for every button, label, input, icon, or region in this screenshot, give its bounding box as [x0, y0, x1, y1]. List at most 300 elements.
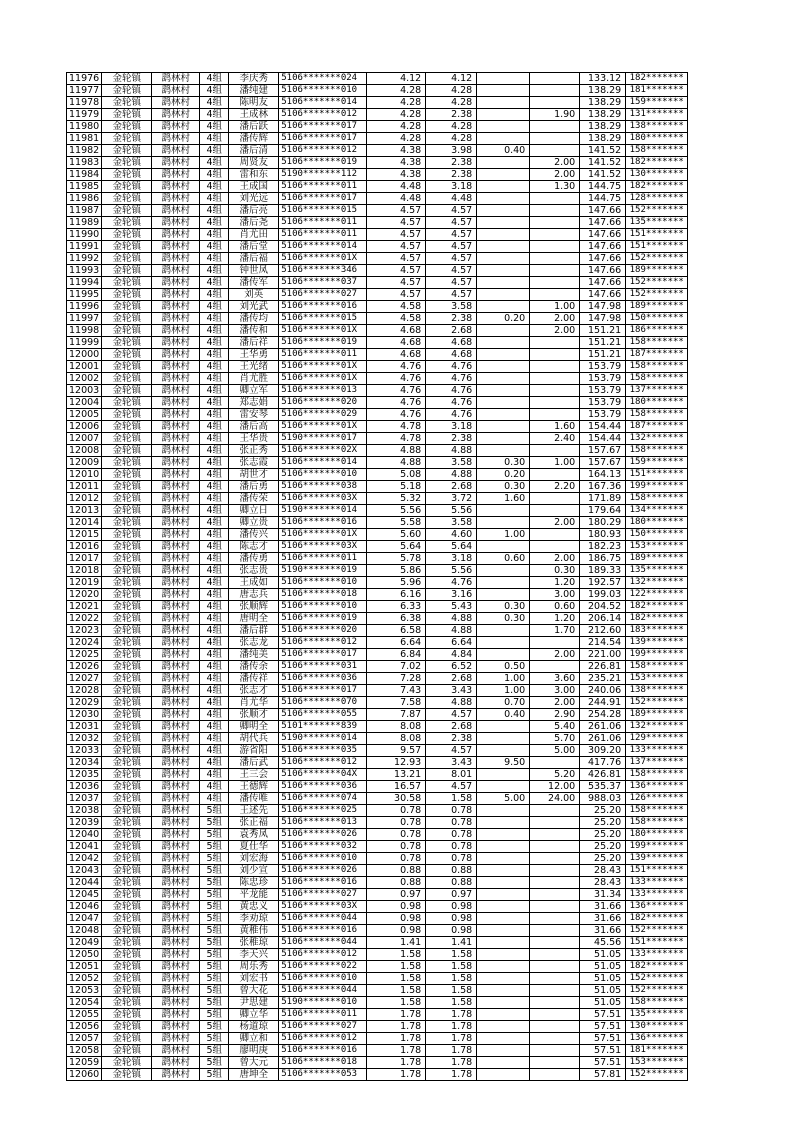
cell-town: 金轮镇	[102, 781, 152, 793]
table-row	[67, 337, 688, 349]
cell-area-a: 3.16	[426, 589, 477, 601]
cell-area-c: 1.20	[530, 613, 580, 625]
cell-phone: 152*******	[626, 277, 688, 289]
cell-phone: 139*******	[626, 853, 688, 865]
cell-area-b: 1.00	[477, 529, 530, 541]
cell-total-area: 0.78	[367, 829, 426, 841]
cell-row-number: 12023	[67, 625, 102, 637]
cell-row-number: 12006	[67, 421, 102, 433]
cell-row-number: 12057	[67, 1033, 102, 1045]
cell-group: 5组	[200, 901, 229, 913]
cell-village: 鹞林村	[152, 817, 200, 829]
cell-name: 游省阳	[229, 745, 279, 757]
cell-area-a: 1.78	[426, 1033, 477, 1045]
cell-group: 4组	[200, 685, 229, 697]
cell-village: 鹞林村	[152, 481, 200, 493]
cell-area-a: 4.48	[426, 193, 477, 205]
table-row	[67, 817, 688, 829]
cell-total-area: 4.88	[367, 457, 426, 469]
cell-area-c	[530, 805, 580, 817]
cell-group: 4组	[200, 517, 229, 529]
table-row	[67, 373, 688, 385]
cell-id-number: 5106*******044	[279, 913, 367, 925]
cell-area-b	[477, 73, 530, 85]
table-row	[67, 73, 688, 85]
cell-phone: 180*******	[626, 133, 688, 145]
cell-town: 金轮镇	[102, 721, 152, 733]
cell-name: 胡世才	[229, 469, 279, 481]
cell-row-number: 12005	[67, 409, 102, 421]
cell-village: 鹞林村	[152, 733, 200, 745]
table-row	[67, 1045, 688, 1057]
cell-amount: 171.89	[580, 493, 626, 505]
cell-area-a: 4.28	[426, 133, 477, 145]
cell-town: 金轮镇	[102, 565, 152, 577]
cell-group: 5组	[200, 841, 229, 853]
cell-village: 鹞林村	[152, 577, 200, 589]
table-row	[67, 913, 688, 925]
cell-amount: 147.66	[580, 277, 626, 289]
cell-row-number: 12017	[67, 553, 102, 565]
cell-area-c	[530, 409, 580, 421]
cell-name: 黄忠义	[229, 901, 279, 913]
cell-total-area: 4.68	[367, 325, 426, 337]
cell-id-number: 5106*******01X	[279, 373, 367, 385]
cell-id-number: 5106*******01X	[279, 361, 367, 373]
cell-row-number: 12037	[67, 793, 102, 805]
cell-amount: 138.29	[580, 85, 626, 97]
cell-row-number: 11984	[67, 169, 102, 181]
cell-row-number: 11976	[67, 73, 102, 85]
cell-total-area: 4.76	[367, 397, 426, 409]
cell-area-b	[477, 193, 530, 205]
cell-phone: 152*******	[626, 289, 688, 301]
cell-phone: 138*******	[626, 121, 688, 133]
cell-group: 4组	[200, 625, 229, 637]
cell-group: 4组	[200, 385, 229, 397]
cell-total-area: 4.38	[367, 145, 426, 157]
cell-name: 王华勇	[229, 349, 279, 361]
cell-amount: 157.67	[580, 457, 626, 469]
table-row	[67, 445, 688, 457]
cell-group: 4组	[200, 265, 229, 277]
cell-total-area: 5.86	[367, 565, 426, 577]
cell-row-number: 12035	[67, 769, 102, 781]
cell-area-c	[530, 505, 580, 517]
cell-group: 4组	[200, 313, 229, 325]
table-row	[67, 85, 688, 97]
cell-phone: 189*******	[626, 301, 688, 313]
cell-amount: 25.20	[580, 829, 626, 841]
cell-area-a: 2.68	[426, 673, 477, 685]
cell-id-number: 5106*******017	[279, 685, 367, 697]
cell-total-area: 0.88	[367, 865, 426, 877]
cell-town: 金轮镇	[102, 841, 152, 853]
cell-town: 金轮镇	[102, 769, 152, 781]
table-row	[67, 793, 688, 805]
cell-area-c	[530, 1021, 580, 1033]
cell-amount: 153.79	[580, 397, 626, 409]
cell-row-number: 12028	[67, 685, 102, 697]
cell-total-area: 5.56	[367, 505, 426, 517]
cell-group: 5组	[200, 985, 229, 997]
cell-amount: 147.66	[580, 205, 626, 217]
table-row	[67, 985, 688, 997]
cell-id-number: 5106*******019	[279, 613, 367, 625]
cell-town: 金轮镇	[102, 241, 152, 253]
cell-area-a: 3.18	[426, 421, 477, 433]
cell-area-c	[530, 529, 580, 541]
cell-village: 鹞林村	[152, 805, 200, 817]
cell-area-a: 1.78	[426, 1009, 477, 1021]
cell-group: 4组	[200, 529, 229, 541]
cell-row-number: 11978	[67, 97, 102, 109]
cell-area-c: 12.00	[530, 781, 580, 793]
cell-village: 鹞林村	[152, 745, 200, 757]
cell-total-area: 4.76	[367, 361, 426, 373]
cell-area-a: 2.38	[426, 169, 477, 181]
cell-id-number: 5106*******013	[279, 385, 367, 397]
cell-name: 张志霞	[229, 457, 279, 469]
cell-town: 金轮镇	[102, 205, 152, 217]
table-row	[67, 493, 688, 505]
cell-row-number: 11987	[67, 205, 102, 217]
cell-area-c	[530, 877, 580, 889]
cell-id-number: 5106*******011	[279, 553, 367, 565]
cell-village: 鹞林村	[152, 469, 200, 481]
cell-town: 金轮镇	[102, 373, 152, 385]
cell-id-number: 5106*******017	[279, 649, 367, 661]
cell-village: 鹞林村	[152, 433, 200, 445]
cell-id-number: 5106*******01X	[279, 529, 367, 541]
cell-area-b	[477, 217, 530, 229]
cell-phone: 152*******	[626, 253, 688, 265]
table-row	[67, 757, 688, 769]
cell-name: 袁秀凤	[229, 829, 279, 841]
cell-total-area: 6.58	[367, 625, 426, 637]
cell-row-number: 12059	[67, 1057, 102, 1069]
cell-area-b	[477, 385, 530, 397]
cell-total-area: 1.58	[367, 949, 426, 961]
cell-phone: 158*******	[626, 337, 688, 349]
cell-area-b: 0.30	[477, 613, 530, 625]
cell-name: 胡代兵	[229, 733, 279, 745]
cell-area-b	[477, 409, 530, 421]
cell-village: 鹞林村	[152, 397, 200, 409]
cell-amount: 51.05	[580, 949, 626, 961]
cell-area-b	[477, 253, 530, 265]
table-row	[67, 469, 688, 481]
cell-id-number: 5106*******346	[279, 265, 367, 277]
cell-group: 4组	[200, 433, 229, 445]
cell-village: 鹞林村	[152, 349, 200, 361]
cell-amount: 151.21	[580, 337, 626, 349]
table-row	[67, 1057, 688, 1069]
cell-name: 廖明庚	[229, 1045, 279, 1057]
cell-village: 鹞林村	[152, 385, 200, 397]
cell-total-area: 4.57	[367, 217, 426, 229]
cell-town: 金轮镇	[102, 505, 152, 517]
cell-id-number: 5106*******026	[279, 865, 367, 877]
cell-village: 鹞林村	[152, 325, 200, 337]
cell-group: 4组	[200, 589, 229, 601]
cell-phone: 126*******	[626, 793, 688, 805]
cell-area-a: 3.43	[426, 757, 477, 769]
table-row	[67, 697, 688, 709]
cell-area-c	[530, 241, 580, 253]
cell-town: 金轮镇	[102, 637, 152, 649]
cell-village: 鹞林村	[152, 913, 200, 925]
cell-area-a: 2.38	[426, 733, 477, 745]
cell-amount: 254.28	[580, 709, 626, 721]
cell-phone: 158*******	[626, 361, 688, 373]
cell-area-b	[477, 565, 530, 577]
cell-area-a: 1.58	[426, 793, 477, 805]
cell-total-area: 4.12	[367, 73, 426, 85]
table-row	[67, 901, 688, 913]
cell-phone: 180*******	[626, 517, 688, 529]
cell-phone: 133*******	[626, 949, 688, 961]
cell-name: 王述先	[229, 805, 279, 817]
cell-area-c: 2.40	[530, 433, 580, 445]
cell-name: 郑志娟	[229, 397, 279, 409]
cell-amount: 164.13	[580, 469, 626, 481]
cell-area-c	[530, 1045, 580, 1057]
cell-phone: 158*******	[626, 373, 688, 385]
cell-total-area: 6.33	[367, 601, 426, 613]
cell-village: 鹞林村	[152, 1033, 200, 1045]
cell-area-c	[530, 865, 580, 877]
cell-area-b: 0.70	[477, 697, 530, 709]
cell-village: 鹞林村	[152, 1021, 200, 1033]
cell-name: 肖尤田	[229, 229, 279, 241]
table-row	[67, 1009, 688, 1021]
cell-village: 鹞林村	[152, 361, 200, 373]
cell-group: 4组	[200, 565, 229, 577]
cell-amount: 138.29	[580, 109, 626, 121]
cell-name: 潘传勇	[229, 553, 279, 565]
cell-amount: 28.43	[580, 865, 626, 877]
cell-area-c: 5.00	[530, 745, 580, 757]
cell-area-b	[477, 505, 530, 517]
cell-village: 鹞林村	[152, 241, 200, 253]
cell-group: 4组	[200, 277, 229, 289]
cell-row-number: 12032	[67, 733, 102, 745]
cell-village: 鹞林村	[152, 229, 200, 241]
cell-row-number: 12044	[67, 877, 102, 889]
cell-name: 王华贵	[229, 433, 279, 445]
table-row	[67, 505, 688, 517]
cell-group: 5组	[200, 937, 229, 949]
cell-area-b	[477, 181, 530, 193]
cell-village: 鹞林村	[152, 997, 200, 1009]
data-table	[66, 72, 688, 1081]
cell-name: 刘宏书	[229, 973, 279, 985]
cell-id-number: 5106*******024	[279, 73, 367, 85]
cell-area-a: 0.88	[426, 865, 477, 877]
cell-total-area: 4.57	[367, 277, 426, 289]
cell-area-b: 0.30	[477, 601, 530, 613]
cell-id-number: 5106*******044	[279, 985, 367, 997]
cell-area-a: 4.68	[426, 337, 477, 349]
cell-total-area: 8.08	[367, 733, 426, 745]
cell-row-number: 12009	[67, 457, 102, 469]
cell-area-a: 4.28	[426, 121, 477, 133]
cell-village: 鹞林村	[152, 373, 200, 385]
cell-id-number: 5106*******012	[279, 637, 367, 649]
cell-area-b	[477, 1009, 530, 1021]
table-row	[67, 841, 688, 853]
cell-area-c: 2.00	[530, 553, 580, 565]
cell-area-b	[477, 373, 530, 385]
cell-id-number: 5106*******03X	[279, 901, 367, 913]
cell-area-a: 4.57	[426, 289, 477, 301]
cell-town: 金轮镇	[102, 625, 152, 637]
cell-id-number: 5106*******032	[279, 841, 367, 853]
cell-area-a: 4.76	[426, 361, 477, 373]
cell-town: 金轮镇	[102, 757, 152, 769]
cell-village: 鹞林村	[152, 97, 200, 109]
cell-town: 金轮镇	[102, 157, 152, 169]
cell-group: 4组	[200, 301, 229, 313]
cell-group: 5组	[200, 913, 229, 925]
cell-area-b	[477, 925, 530, 937]
cell-phone: 135*******	[626, 565, 688, 577]
cell-area-b	[477, 877, 530, 889]
cell-row-number: 11989	[67, 217, 102, 229]
cell-row-number: 12010	[67, 469, 102, 481]
cell-town: 金轮镇	[102, 709, 152, 721]
cell-amount: 154.44	[580, 421, 626, 433]
cell-area-b	[477, 157, 530, 169]
cell-total-area: 1.78	[367, 1009, 426, 1021]
table-row	[67, 565, 688, 577]
cell-village: 鹞林村	[152, 181, 200, 193]
cell-amount: 133.12	[580, 73, 626, 85]
cell-name: 卿立和	[229, 1033, 279, 1045]
cell-id-number: 5106*******018	[279, 589, 367, 601]
cell-id-number: 5190*******112	[279, 169, 367, 181]
table-row	[67, 673, 688, 685]
cell-area-b: 0.40	[477, 145, 530, 157]
cell-total-area: 7.43	[367, 685, 426, 697]
cell-row-number: 11993	[67, 265, 102, 277]
cell-row-number: 11979	[67, 109, 102, 121]
cell-phone: 182*******	[626, 613, 688, 625]
cell-name: 王成如	[229, 577, 279, 589]
cell-group: 4组	[200, 289, 229, 301]
cell-area-b	[477, 865, 530, 877]
cell-id-number: 5106*******011	[279, 217, 367, 229]
cell-area-a: 1.78	[426, 1057, 477, 1069]
cell-town: 金轮镇	[102, 853, 152, 865]
cell-area-a: 1.78	[426, 1045, 477, 1057]
cell-area-b	[477, 445, 530, 457]
cell-area-c	[530, 1069, 580, 1081]
cell-phone: 151*******	[626, 937, 688, 949]
cell-group: 4组	[200, 421, 229, 433]
cell-town: 金轮镇	[102, 733, 152, 745]
cell-total-area: 12.93	[367, 757, 426, 769]
cell-area-b	[477, 853, 530, 865]
cell-row-number: 12053	[67, 985, 102, 997]
cell-total-area: 5.18	[367, 481, 426, 493]
cell-total-area: 7.02	[367, 661, 426, 673]
cell-amount: 141.52	[580, 157, 626, 169]
cell-amount: 147.66	[580, 265, 626, 277]
cell-amount: 192.57	[580, 577, 626, 589]
cell-village: 鹞林村	[152, 517, 200, 529]
table-row	[67, 109, 688, 121]
cell-town: 金轮镇	[102, 949, 152, 961]
cell-amount: 221.00	[580, 649, 626, 661]
cell-village: 鹞林村	[152, 661, 200, 673]
cell-total-area: 4.76	[367, 373, 426, 385]
table-row	[67, 781, 688, 793]
cell-town: 金轮镇	[102, 601, 152, 613]
cell-total-area: 5.96	[367, 577, 426, 589]
cell-area-b	[477, 205, 530, 217]
cell-total-area: 1.58	[367, 973, 426, 985]
table-row	[67, 601, 688, 613]
cell-area-c	[530, 73, 580, 85]
cell-town: 金轮镇	[102, 829, 152, 841]
cell-amount: 182.23	[580, 541, 626, 553]
cell-group: 4组	[200, 109, 229, 121]
cell-area-b	[477, 937, 530, 949]
cell-area-a: 3.58	[426, 301, 477, 313]
cell-phone: 151*******	[626, 241, 688, 253]
cell-area-c	[530, 361, 580, 373]
cell-id-number: 5106*******010	[279, 469, 367, 481]
cell-amount: 51.05	[580, 973, 626, 985]
cell-total-area: 1.58	[367, 997, 426, 1009]
cell-total-area: 6.84	[367, 649, 426, 661]
cell-amount: 57.51	[580, 1033, 626, 1045]
cell-id-number: 5106*******012	[279, 949, 367, 961]
cell-row-number: 12026	[67, 661, 102, 673]
cell-group: 4组	[200, 457, 229, 469]
cell-total-area: 0.97	[367, 889, 426, 901]
cell-phone: 152*******	[626, 973, 688, 985]
cell-name: 张正秀	[229, 445, 279, 457]
cell-area-c: 2.00	[530, 169, 580, 181]
cell-village: 鹞林村	[152, 673, 200, 685]
cell-area-a: 4.57	[426, 745, 477, 757]
cell-area-c: 1.20	[530, 577, 580, 589]
cell-id-number: 5106*******012	[279, 145, 367, 157]
cell-area-c	[530, 469, 580, 481]
cell-area-c	[530, 493, 580, 505]
table-row	[67, 433, 688, 445]
cell-phone: 158*******	[626, 409, 688, 421]
cell-total-area: 4.48	[367, 193, 426, 205]
table-row	[67, 361, 688, 373]
cell-total-area: 4.68	[367, 349, 426, 361]
cell-name: 张顺辉	[229, 601, 279, 613]
cell-town: 金轮镇	[102, 1057, 152, 1069]
cell-amount: 206.14	[580, 613, 626, 625]
cell-village: 鹞林村	[152, 1069, 200, 1081]
cell-town: 金轮镇	[102, 229, 152, 241]
cell-amount: 417.76	[580, 757, 626, 769]
cell-row-number: 12055	[67, 1009, 102, 1021]
cell-area-b	[477, 349, 530, 361]
cell-area-a: 4.76	[426, 385, 477, 397]
cell-town: 金轮镇	[102, 109, 152, 121]
cell-id-number: 5106*******010	[279, 85, 367, 97]
cell-town: 金轮镇	[102, 481, 152, 493]
